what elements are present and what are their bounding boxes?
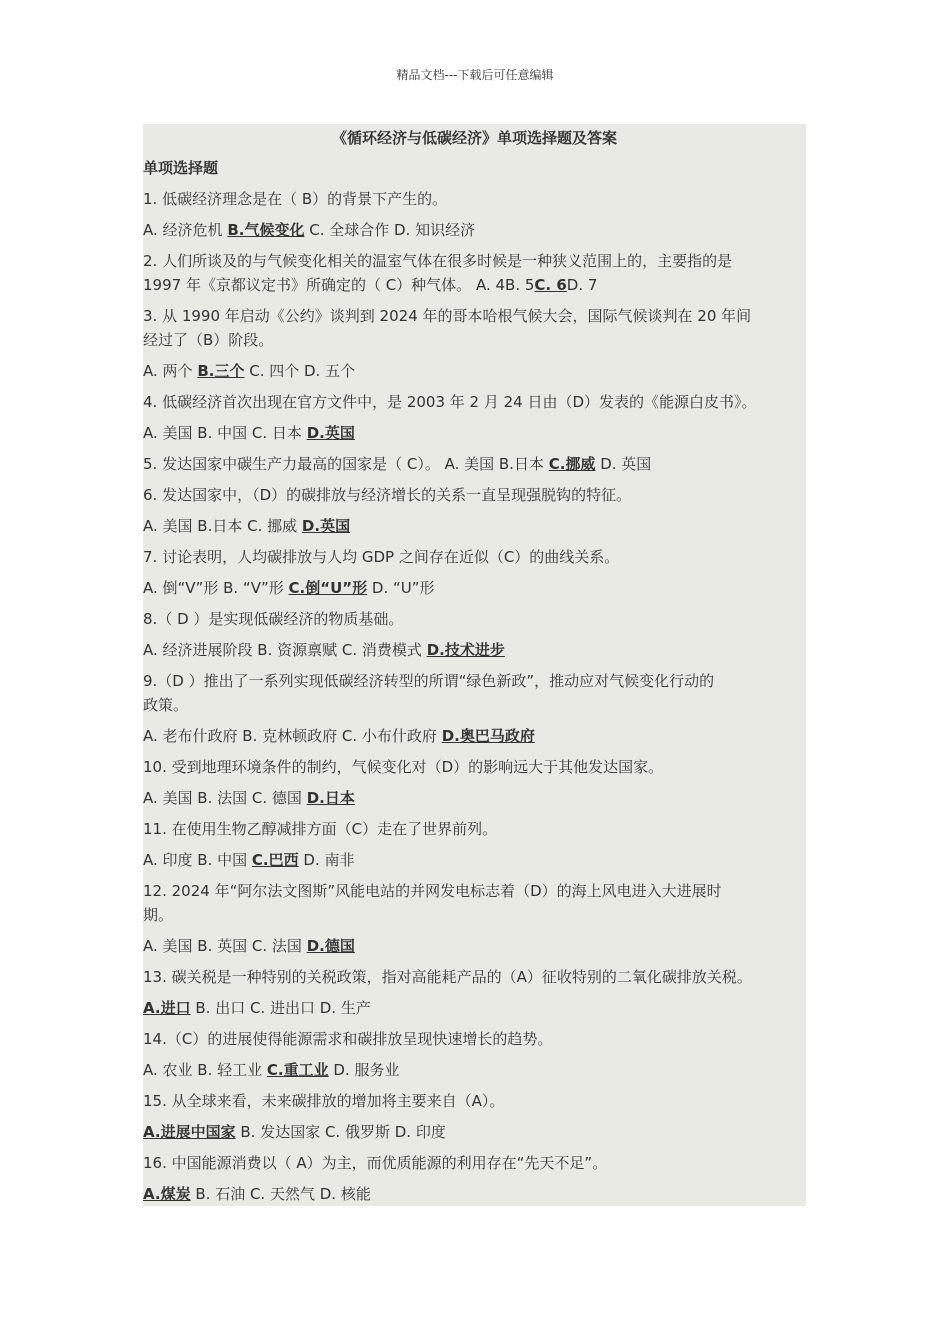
text-segment: B. 发达国家 C. 俄罗斯 D. 印度 [235,1123,446,1141]
page-header: 精品文档---下载后可任意编辑 [396,68,554,82]
text-line [143,579,435,597]
text-segment: B. 出口 C. 进出口 D. 生产 [190,999,371,1017]
text-line [143,393,757,411]
text-segment: 7. 讨论表明，人均碳排放与人均 GDP 之间存在近似（C）的曲线关系。 [143,548,620,566]
text-segment: 11. 在使用生物乙醇减排方面（C）走在了世界前列。 [143,820,498,838]
text-line [143,486,631,504]
text-line [143,221,475,239]
text-segment: A. 美国 B.日本 C. 挪威 [143,517,302,535]
section-heading: 单项选择题 [143,159,219,177]
text-line [143,851,354,869]
text-segment: 政策。 [143,696,189,714]
text-segment: 4. 低碳经济首次出现在官方文件中，是 2003 年 2 月 24 日由（D）发表的《能源白皮书》。 [143,393,757,411]
text-segment: D. 南非 [298,851,355,869]
answer-highlight: D.英国 [301,517,351,535]
text-line [143,937,355,955]
text-line [143,1061,399,1079]
answer-highlight: D.技术进步 [426,641,505,659]
text-segment: A. 倒“V”形 B. “V”形 [143,579,289,597]
document-title: 《循环经济与低碳经济》单项选择题及答案 [331,129,617,147]
answer-highlight: C.巴西 [251,851,299,869]
text-segment: 10. 受到地理环境条件的制约，气候变化对（D）的影响远大于其他发达国家。 [143,758,664,776]
text-segment: A. 老布什政府 B. 克林顿政府 C. 小布什政府 [143,727,442,745]
text-line [143,548,619,566]
answer-highlight: D.日本 [306,789,355,807]
answer-highlight: D.英国 [306,424,355,442]
text-segment: A. 两个 [143,362,198,380]
answer-highlight: C.倒“U”形 [288,579,368,597]
text-segment: A. 美国 B. 法国 C. 德国 [143,789,307,807]
answer-highlight: D.奥巴马政府 [441,727,535,745]
text-segment: A. 农业 B. 轻工业 [143,1061,267,1079]
text-line [143,1092,504,1110]
text-segment: 5. 发达国家中碳生产力最高的国家是（ C）。 A. 美国 B.日本 [143,455,549,473]
text-line [143,1030,552,1048]
text-segment: 1997 年《京都议定书》所确定的（ C）种气体。 A. 4B. 5 [143,276,535,294]
text-line [143,190,447,208]
text-line [143,758,663,776]
text-segment: D. 7 [566,276,598,294]
answer-highlight: C.重工业 [266,1061,329,1079]
text-line [143,999,371,1017]
text-segment: 3. 从 1990 年启动《公约》谈判到 2024 年的哥本哈根气候大会，国际气候谈判在 20 年间 [143,307,752,325]
text-line [143,1123,446,1141]
text-segment: 13. 碳关税是一种特别的关税政策，指对高能耗产品的（A）征收特别的二氧化碳排放关税。 [143,968,752,986]
text-segment: 12. 2024 年“阿尔法文图斯”风能电站的并网发电标志着（D）的海上风电进入大进展时 [143,882,722,900]
answer-highlight: A.进展中国家 [143,1123,236,1141]
text-line [143,307,751,325]
text-line [143,882,722,900]
text-segment: C. 全球合作 D. 知识经济 [304,221,476,239]
text-line [143,789,355,807]
text-segment: D. “U”形 [367,579,435,597]
text-segment: A. 经济危机 [143,221,228,239]
text-segment: D. 服务业 [328,1061,400,1079]
answer-highlight: B.气候变化 [227,221,305,239]
text-line [143,727,535,745]
text-segment: A. 印度 B. 中国 [143,851,252,869]
answer-highlight: D.德国 [306,937,355,955]
text-line [143,276,597,294]
text-line [143,968,752,986]
text-segment: 9.（D ）推出了一系列实现低碳经济转型的所谓“绿色新政”，推动应对气候变化行动的 [143,672,715,690]
answer-highlight: B.三个 [197,362,245,380]
text-segment: 经过了（B）阶段。 [143,331,274,349]
text-segment: A. 美国 B. 中国 C. 日本 [143,424,307,442]
text-segment: C. 四个 D. 五个 [244,362,356,380]
text-line [143,1154,607,1172]
text-line [143,820,497,838]
text-segment: 14.（C）的进展使得能源需求和碳排放呈现快速增长的趋势。 [143,1030,553,1048]
text-line [143,610,403,628]
text-segment: 期。 [143,906,174,924]
text-segment: 2. 人们所谈及的与气候变化相关的温室气体在很多时候是一种狭义范围上的，主要指的是 [143,252,733,270]
text-segment: B. 石油 C. 天然气 D. 核能 [190,1185,371,1203]
text-line [143,455,651,473]
answer-highlight: A.进口 [143,999,191,1017]
text-segment: 16. 中国能源消费以（ A）为主，而优质能源的利用存在“先天不足”。 [143,1154,608,1172]
answer-highlight: C. 6 [534,276,567,294]
text-line [143,696,188,714]
text-line [143,362,355,380]
text-segment: 8.（ D ）是实现低碳经济的物质基础。 [143,610,404,628]
answer-highlight: C.挪威 [548,455,596,473]
text-segment: 6. 发达国家中，（D）的碳排放与经济增长的关系一直呈现强脱钩的特征。 [143,486,632,504]
text-segment: A. 经济进展阶段 B. 资源禀赋 C. 消费模式 [143,641,427,659]
text-segment: D. 英国 [595,455,652,473]
answer-highlight: A.煤炭 [143,1185,191,1203]
text-line [143,672,714,690]
text-segment: 15. 从全球来看，未来碳排放的增加将主要来自（A）。 [143,1092,505,1110]
text-line [143,906,173,924]
text-segment: A. 美国 B. 英国 C. 法国 [143,937,307,955]
text-line [143,424,355,442]
text-line [143,1185,371,1203]
text-segment: 1. 低碳经济理念是在（ B）的背景下产生的。 [143,190,448,208]
text-line [143,517,350,535]
text-line [143,331,273,349]
document-panel [143,124,806,1206]
text-line [143,252,732,270]
text-line [143,641,505,659]
